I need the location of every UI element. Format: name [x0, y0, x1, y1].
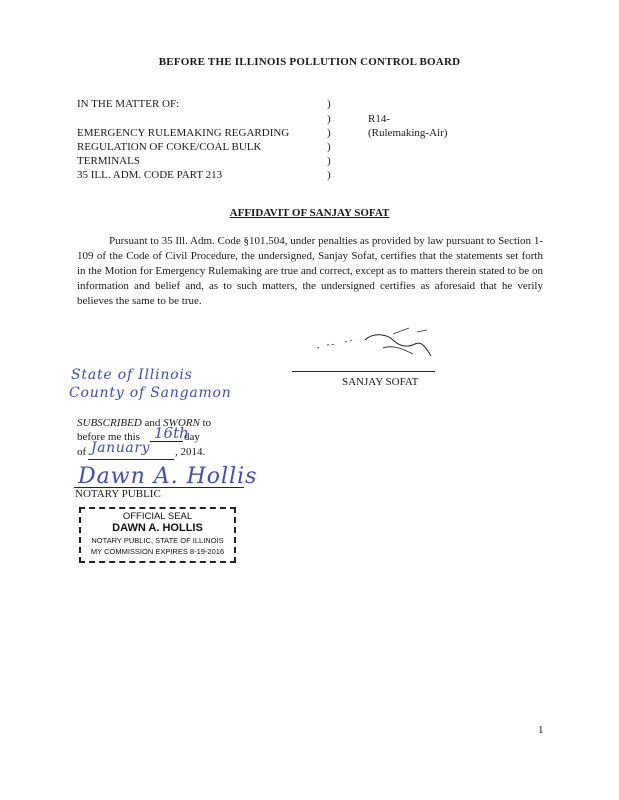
subscribed-sworn-line	[77, 417, 211, 429]
to-word: to	[202, 417, 212, 429]
sworn-word: SWORN	[163, 417, 200, 429]
notary-signature: Dawn A. Hollis	[78, 464, 258, 489]
caption-paren: )	[327, 113, 331, 125]
before-me-label: before me this	[77, 431, 140, 443]
caption-line-terminals: TERMINALS	[77, 155, 140, 167]
seal-line-name: DAWN A. HOLLIS	[112, 522, 203, 534]
caption-line-matter: IN THE MATTER OF:	[77, 98, 180, 110]
caption-paren: )	[327, 169, 331, 181]
case-type: (Rulemaking-Air)	[368, 127, 448, 139]
seal-line-expires: MY COMMISSION EXPIRES 8-19-2016	[90, 547, 225, 556]
of-label: of	[77, 446, 87, 458]
subscribed-word: SUBSCRIBED	[77, 417, 142, 429]
affidavit-body-text: Pursuant to 35 Ill. Adm. Code §101.504, under penalties as provided by law pursuant to Section 1-109 of the Code of Civil Procedure, the undersigned, Sanjay Sofat, certifies that the statements set forth in the Motion for Emergency Rulemaking are true and correct, except as to matters therein stated to be on information and belief and, as to such matters, the undersigned certifies as aforesaid that he verily believes the same to be true.	[77, 235, 543, 307]
handwritten-day: 16th	[154, 424, 189, 442]
handwritten-state: State of Illinois	[71, 367, 193, 383]
caption-paren: )	[327, 98, 331, 110]
signer-name: SANJAY SOFAT	[342, 376, 419, 388]
sanjay-sofat-signature	[297, 326, 447, 368]
affidavit-body	[77, 234, 543, 309]
caption-line-emergency: EMERGENCY RULEMAKING REGARDING	[77, 127, 290, 139]
board-heading: BEFORE THE ILLINOIS POLLUTION CONTROL BOARD	[158, 56, 461, 68]
caption-line-code: 35 ILL. ADM. CODE PART 213	[77, 169, 223, 181]
case-number: R14-	[368, 113, 390, 125]
page-number: 1	[538, 724, 544, 736]
day-blank-line	[150, 441, 183, 442]
handwritten-month: January	[91, 440, 151, 456]
year-label: , 2014.	[175, 446, 206, 458]
caption-paren: )	[327, 127, 331, 139]
day-label: day	[184, 431, 200, 443]
and-word: and	[144, 417, 161, 429]
affidavit-title: AFFIDAVIT OF SANJAY SOFAT	[229, 207, 390, 219]
month-blank-line	[88, 459, 174, 460]
caption-line-regulation: REGULATION OF COKE/COAL BULK	[77, 141, 262, 153]
caption-paren: )	[327, 141, 331, 153]
handwritten-county: County of Sangamon	[69, 385, 232, 401]
caption-paren: )	[327, 155, 331, 167]
official-seal-stamp	[79, 507, 236, 563]
seal-line-state: NOTARY PUBLIC, STATE OF ILLINOIS	[91, 536, 224, 545]
notary-public-label: NOTARY PUBLIC	[75, 488, 161, 500]
seal-line-official: OFFICIAL SEAL	[122, 511, 193, 522]
signature-line	[292, 371, 435, 372]
